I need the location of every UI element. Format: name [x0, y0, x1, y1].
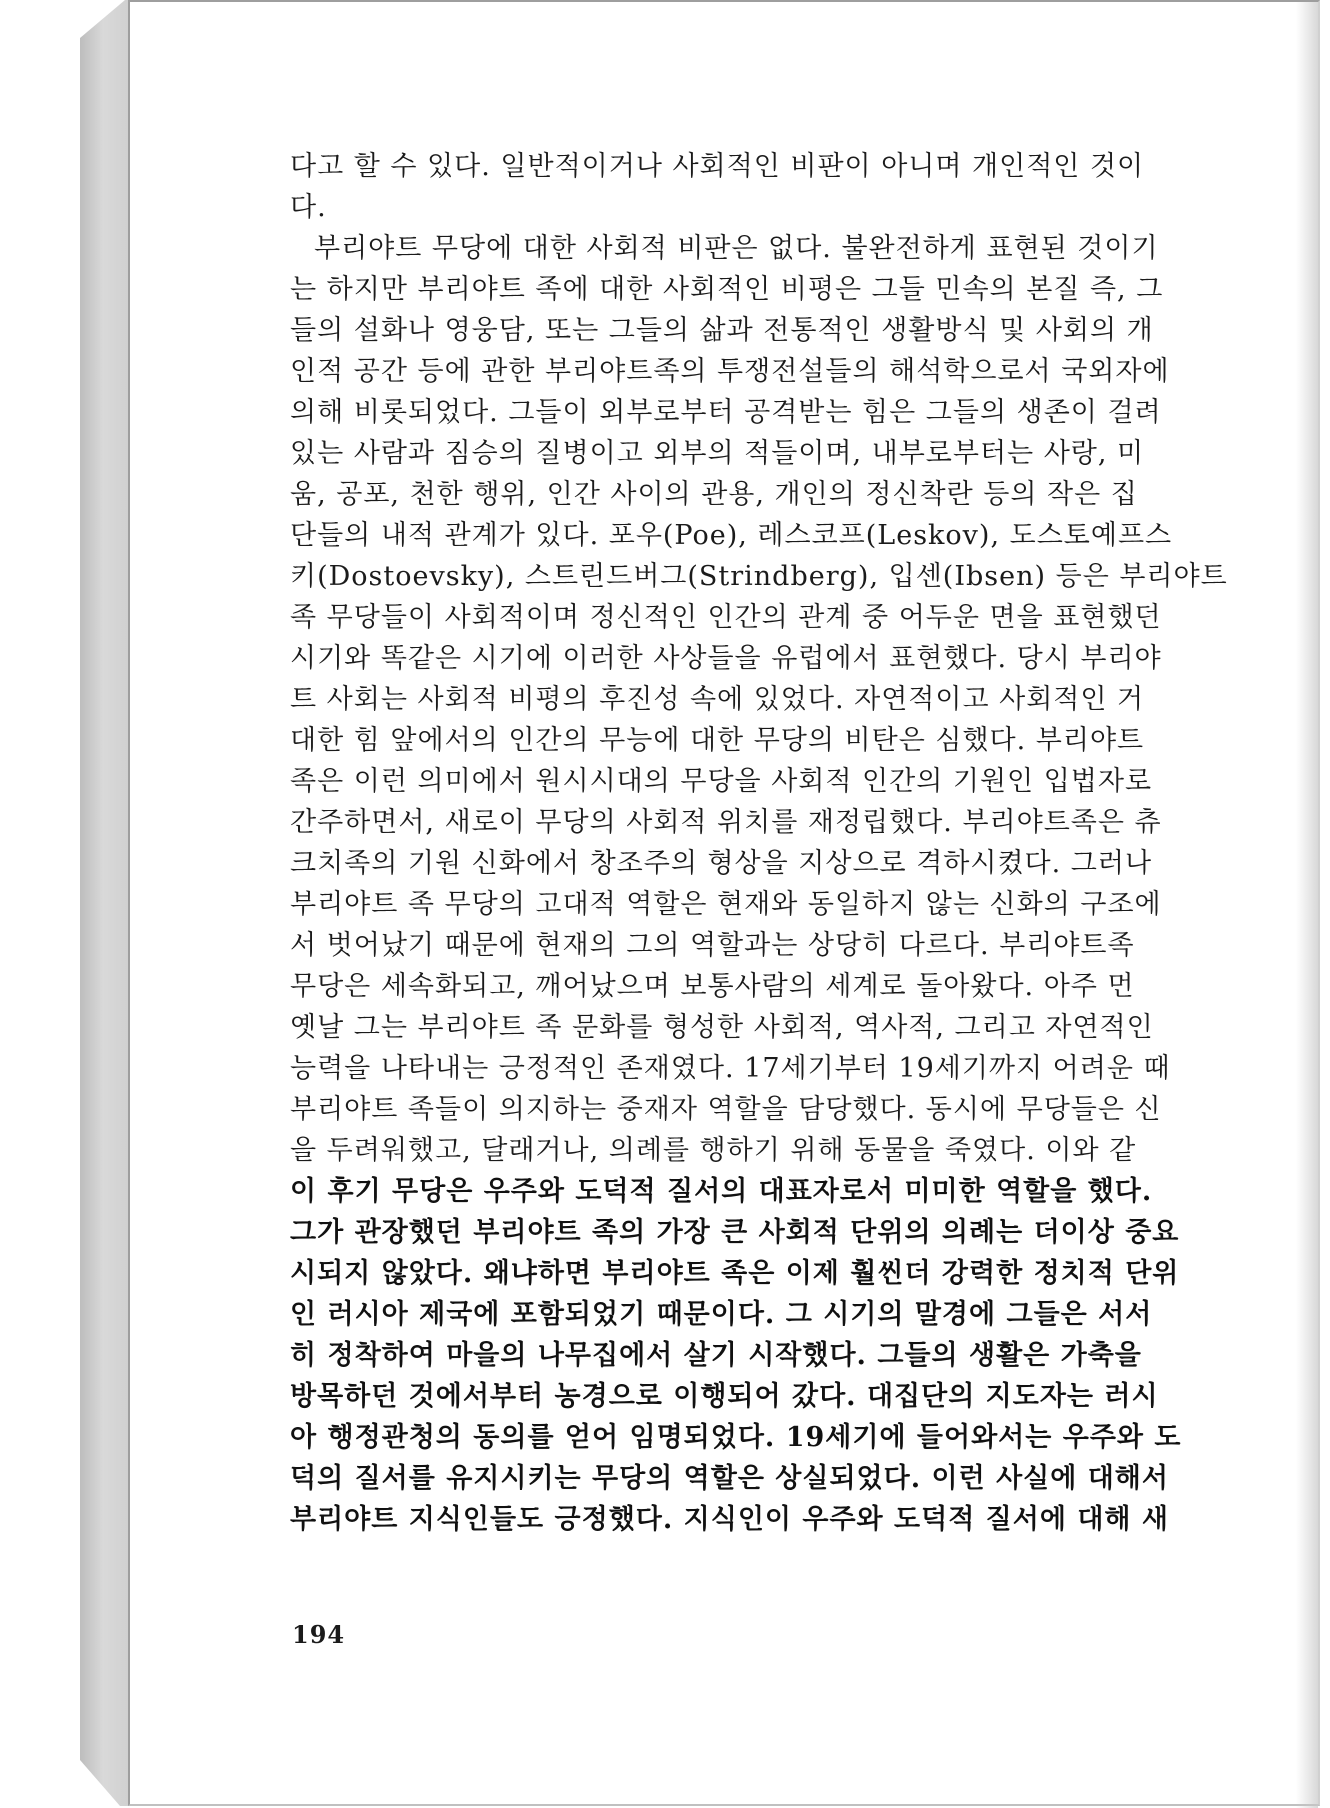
text-line: 시되지 않았다. 왜냐하면 부리야트 족은 이제 훨씬더 강력한 정치적 단위 [290, 1258, 1180, 1289]
body-text [290, 146, 1228, 1540]
text-line: 그가 관장했던 부리야트 족의 가장 큰 사회적 단위의 의례는 더이상 중요 [290, 1217, 1180, 1248]
text-line: 을 두려워했고, 달래거나, 의례를 행하기 위해 동물을 죽였다. 이와 같 [290, 1135, 1137, 1166]
text-line: 대한 힘 앞에서의 인간의 무능에 대한 무당의 비탄은 심했다. 부리야트 [290, 725, 1145, 756]
page-edge-shadow [1296, 2, 1318, 1808]
text-line: 다. [290, 192, 327, 223]
text-line: 는 하지만 부리야트 족에 대한 사회적인 비평은 그들 민속의 본질 즉, 그 [290, 274, 1164, 305]
text-line: 있는 사람과 짐승의 질병이고 외부의 적들이며, 내부로부터는 사랑, 미 [290, 438, 1145, 469]
text-line: 키(Dostoevsky), 스트린드버그(Strindberg), 입센(Ibsen) 등은 부리야트 [290, 561, 1228, 592]
text-line: 의해 비롯되었다. 그들이 외부로부터 공격받는 힘은 그들의 생존이 걸려 [290, 397, 1162, 428]
text-line: 덕의 질서를 유지시키는 무당의 역할은 상실되었다. 이런 사실에 대해서 [290, 1463, 1169, 1494]
text-line: 부리야트 무당에 대한 사회적 비판은 없다. 불완전하게 표현된 것이기 [314, 233, 1159, 264]
text-line: 부리야트 족들이 의지하는 중재자 역할을 담당했다. 동시에 무당들은 신 [290, 1094, 1162, 1125]
text-line: 단들의 내적 관계가 있다. 포우(Poe), 레스코프(Leskov), 도스토예프스 [290, 520, 1173, 551]
text-line: 간주하면서, 새로이 무당의 사회적 위치를 재정립했다. 부리야트족은 츄 [290, 807, 1162, 838]
text-line: 서 벗어났기 때문에 현재의 그의 역할과는 상당히 다르다. 부리야트족 [290, 930, 1135, 961]
text-line: 부리야트 지식인들도 긍정했다. 지식인이 우주와 도덕적 질서에 대해 새 [290, 1504, 1169, 1535]
page-number: 194 [292, 1620, 346, 1649]
text-line: 크치족의 기원 신화에서 창조주의 형상을 지상으로 격하시켰다. 그러나 [290, 848, 1153, 879]
book-spine [80, 0, 132, 1806]
text-line: 히 정착하여 마을의 나무집에서 살기 시작했다. 그들의 생활은 가축을 [290, 1340, 1142, 1371]
text-line: 아 행정관청의 동의를 얻어 임명되었다. 19세기에 들어와서는 우주와 도 [290, 1422, 1182, 1453]
text-line: 족은 이런 의미에서 원시시대의 무당을 사회적 인간의 기원인 입법자로 [290, 766, 1153, 797]
text-line: 족 무당들이 사회적이며 정신적인 인간의 관계 중 어두운 면을 표현했던 [290, 602, 1162, 633]
text-line: 이 후기 무당은 우주와 도덕적 질서의 대표자로서 미미한 역할을 했다. [290, 1176, 1153, 1207]
text-line: 인 러시아 제국에 포함되었기 때문이다. 그 시기의 말경에 그들은 서서 [290, 1299, 1153, 1330]
text-line: 시기와 똑같은 시기에 이러한 사상들을 유럽에서 표현했다. 당시 부리야 [290, 643, 1162, 674]
text-line: 움, 공포, 천한 행위, 인간 사이의 관용, 개인의 정신착란 등의 작은 집 [290, 479, 1138, 510]
text-line: 부리야트 족 무당의 고대적 역할은 현재와 동일하지 않는 신화의 구조에 [290, 889, 1162, 920]
text-line: 인적 공간 등에 관한 부리야트족의 투쟁전설들의 해석학으로서 국외자에 [290, 356, 1170, 387]
text-line: 다고 할 수 있다. 일반적이거나 사회적인 비판이 아니며 개인적인 것이 [290, 151, 1145, 182]
text-line: 들의 설화나 영웅담, 또는 그들의 삶과 전통적인 생활방식 및 사회의 개 [290, 315, 1154, 346]
text-line: 옛날 그는 부리야트 족 문화를 형성한 사회적, 역사적, 그리고 자연적인 [290, 1012, 1154, 1043]
text-line: 방목하던 것에서부터 농경으로 이행되어 갔다. 대집단의 지도자는 러시 [290, 1381, 1159, 1412]
text-line: 능력을 나타내는 긍정적인 존재였다. 17세기부터 19세기까지 어려운 때 [290, 1053, 1171, 1084]
text-line: 무당은 세속화되고, 깨어났으며 보통사람의 세계로 돌아왔다. 아주 먼 [290, 971, 1135, 1002]
text-line: 트 사회는 사회적 비평의 후진성 속에 있었다. 자연적이고 사회적인 거 [290, 684, 1145, 715]
